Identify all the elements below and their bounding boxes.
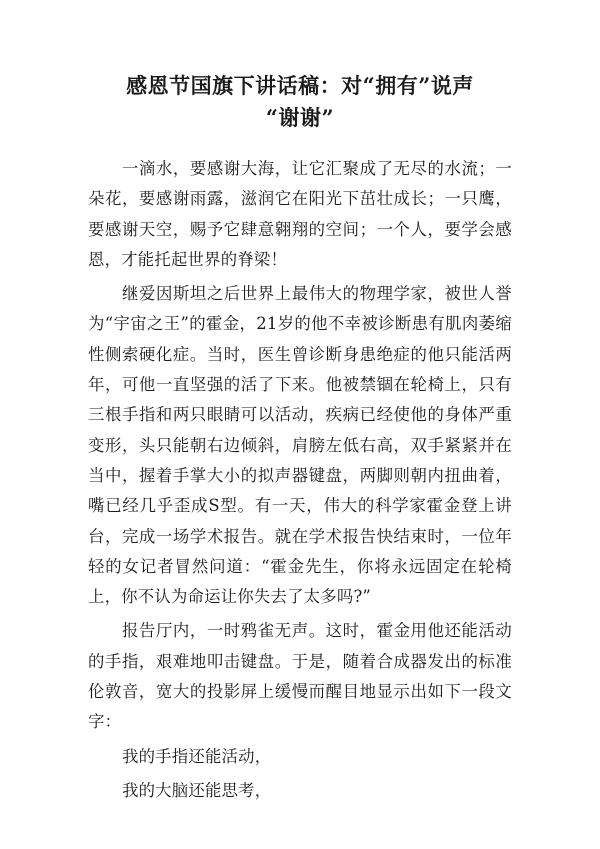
title-line-1: 感恩节国旗下讲话稿：对“拥有”说声	[126, 73, 474, 98]
title-line-2: “谢谢”	[265, 105, 335, 130]
quote-line-fingers: 我的手指还能活动，	[122, 746, 272, 766]
quote-line-brain: 我的大脑还能思考，	[122, 780, 272, 800]
paragraph-hawking-story: 继爱因斯坦之后世界上最伟大的物理学家，被世人誉为“宇宙之王”的霍金，21岁的他不幸被诊断患有肌肉萎缩性侧索硬化症。当时，医生曾诊断身患绝症的他只能活两年，可他一直坚强的活了下来。他被禁锢在轮椅上，只有三根手指和两只眼睛可以活动，疾病已经使他的身体严重变形，头只能朝右边倾斜，肩膀左低右高，双手紧紧并在当中，握着手掌大小的拟声器键盘，两脚则朝内扭曲着，嘴已经几乎歪成S型。有一天，伟大的科学家霍金登上讲台，完成一场学术报告。就在学术报告快结束时，一位年轻的女记者冒然问道：“霍金先生，你将永远固定在轮椅上，你不认为命运让你失去了太多吗?”	[88, 284, 512, 607]
paragraph-hall-silence: 报告厅内，一时鸦雀无声。这时，霍金用他还能活动的手指，艰难地叩击键盘。于是，随着合成器发出的标准伦敦音，宽大的投影屏上缓慢而醒目地显示出如下一段文字：	[88, 621, 512, 732]
paragraph-intro: 一滴水，要感谢大海，让它汇聚成了无尽的水流；一朵花，要感谢雨露，滋润它在阳光下茁壮成长；一只鹰，要感谢天空，赐予它肆意翱翔的空间；一个人，要学会感恩，才能托起世界的脊梁！	[88, 159, 512, 269]
document-title	[88, 70, 512, 134]
document-body	[88, 154, 512, 810]
